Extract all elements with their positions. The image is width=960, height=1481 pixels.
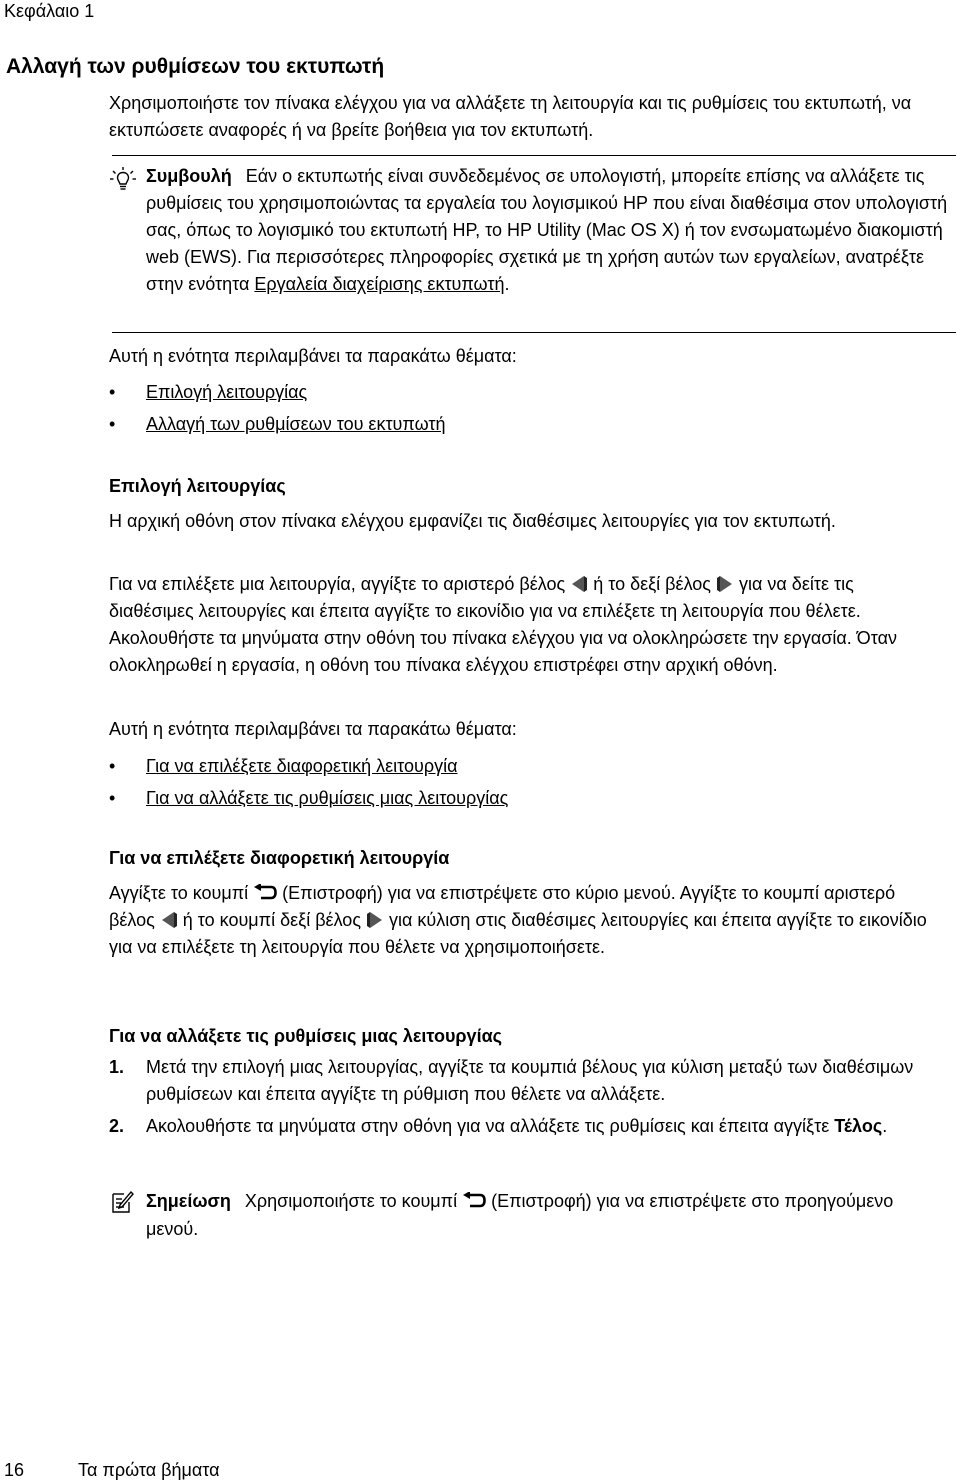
link-different-mode[interactable]: Για να επιλέξετε διαφορετική λειτουργία xyxy=(146,756,458,776)
tip-top-rule xyxy=(112,155,956,156)
text: (Επιστροφή) για να επιστρέψετε στο προηγούμενο μενού. xyxy=(146,1191,894,1239)
tip-body-text: Εάν ο εκτυπωτής είναι συνδεδεμένος σε υπολογιστή, μπορείτε επίσης να αλλάξετε τις ρυθμίσεις του χρησιμοποιώντας τα εργαλεία του λογισμικού HP που είναι διαθέσιμα στον υπολογιστή σας, όπως το λογισμικό του εκτυπωτή HP, το HP Utility (Mac OS X) ή τον ενσωματωμένο διακομιστή web (EWS). Για περισσότερες πληροφορίες σχετικά με τη χρήση αυτών των εργαλείων, ανατρέξτε στην ενότητα xyxy=(146,166,948,294)
section-title: Αλλαγή των ρυθμίσεων του εκτυπωτή xyxy=(6,55,385,78)
subsection-title-different-mode: Για να επιλέξετε διαφορετική λειτουργία xyxy=(109,848,450,868)
step-text xyxy=(146,1113,946,1140)
subsection-title-select-mode: Επιλογή λειτουργίας xyxy=(109,476,286,496)
tip-label: Συμβουλή xyxy=(146,166,232,186)
select-mode-paragraph-2 xyxy=(109,571,929,679)
text: Χρησιμοποιήστε το κουμπί xyxy=(244,1191,463,1211)
link-select-mode[interactable]: Επιλογή λειτουργίας xyxy=(146,382,308,402)
topics-lead-1: Αυτή η ενότητα περιλαμβάνει τα παρακάτω θέματα: xyxy=(109,346,517,366)
left-arrow-icon xyxy=(160,911,178,929)
step-number: 1. xyxy=(109,1057,125,1077)
text: Ακολουθήστε τα μηνύματα στην οθόνη για να αλλάξετε τις ρυθμίσεις και έπειτα αγγίξτε xyxy=(146,1116,835,1136)
step-text: Μετά την επιλογή μιας λειτουργίας, αγγίξτε τα κουμπιά βέλους για κύλιση μεταξύ των διαθέσιμων ρυθμίσεων και έπειτα αγγίξτε τη ρύθμιση που θέλετε να αλλάξετε. xyxy=(146,1057,914,1104)
printer-tools-link[interactable]: Εργαλεία διαχείρισης εκτυπωτή xyxy=(254,274,505,294)
text: (Επιστροφή) για να επιστρέψετε στο κύριο μενού. Αγγίξτε το κουμπί αριστερό βέλος xyxy=(109,883,896,930)
right-arrow-icon xyxy=(366,911,384,929)
tip-text xyxy=(146,163,956,298)
bullet: • xyxy=(109,382,116,402)
note-label: Σημείωση xyxy=(146,1191,231,1211)
chapter-header: Κεφάλαιο 1 xyxy=(4,1,95,21)
tip-bottom-rule xyxy=(112,332,956,333)
bullet: • xyxy=(109,756,116,776)
note-text xyxy=(146,1187,946,1243)
done-label: Τέλος xyxy=(834,1116,883,1136)
back-icon xyxy=(253,884,277,902)
text: Αγγίξτε το κουμπί xyxy=(109,883,254,903)
intro-paragraph: Χρησιμοποιήστε τον πίνακα ελέγχου για να αλλάξετε τη λειτουργία και τις ρυθμίσεις του εκτυπωτή, να εκτυπώσετε αναφορές ή να βρείτε βοήθεια για τον εκτυπωτή. xyxy=(109,93,912,140)
left-arrow-icon xyxy=(570,575,588,593)
tip-end: . xyxy=(504,274,510,294)
back-icon xyxy=(462,1192,486,1210)
bullet: • xyxy=(109,414,116,434)
text: Για να επιλέξετε μια λειτουργία, αγγίξτε το αριστερό βέλος xyxy=(109,574,571,594)
step-number: 2. xyxy=(109,1116,125,1136)
text: για να δείτε τις διαθέσιμες λειτουργίες και έπειτα αγγίξτε το εικονίδιο για να επιλέξετε τη λειτουργία που θέλετε. Ακολουθήστε τα μηνύματα στην οθόνη του πίνακα ελέγχου για να ολοκληρώσετε την εργασία. Όταν ολοκληρωθεί η εργασία, η οθόνη του πίνακα ελέγχου επιστρέφει στην αρχική οθόνη. xyxy=(109,574,898,675)
lightbulb-icon xyxy=(110,166,136,192)
text: για κύλιση στις διαθέσιμες λειτουργίες και έπειτα αγγίξτε το εικονίδιο για να επιλέξετε τη λειτουργία που θέλετε να χρησιμοποιήσετε. xyxy=(109,910,927,957)
footer-title: Τα πρώτα βήματα xyxy=(78,1460,220,1480)
right-arrow-icon xyxy=(716,575,734,593)
page-number: 16 xyxy=(4,1460,25,1480)
link-mode-settings[interactable]: Για να αλλάξετε τις ρυθμίσεις μιας λειτουργίας xyxy=(146,788,509,808)
bullet: • xyxy=(109,788,116,808)
subsection-title-change-settings: Για να αλλάξετε τις ρυθμίσεις μιας λειτουργίας xyxy=(109,1026,502,1046)
text: . xyxy=(882,1116,888,1136)
text: ή το δεξί βέλος xyxy=(588,574,716,594)
link-change-settings[interactable]: Αλλαγή των ρυθμίσεων του εκτυπωτή xyxy=(146,414,446,434)
text: ή το κουμπί δεξί βέλος xyxy=(177,910,366,930)
topics-lead-2: Αυτή η ενότητα περιλαμβάνει τα παρακάτω θέματα: xyxy=(109,719,517,739)
note-pencil-icon xyxy=(110,1190,134,1214)
different-mode-paragraph xyxy=(109,880,929,961)
select-mode-paragraph-1: Η αρχική οθόνη στον πίνακα ελέγχου εμφανίζει τις διαθέσιμες λειτουργίες για τον εκτυπωτή. xyxy=(109,511,836,531)
